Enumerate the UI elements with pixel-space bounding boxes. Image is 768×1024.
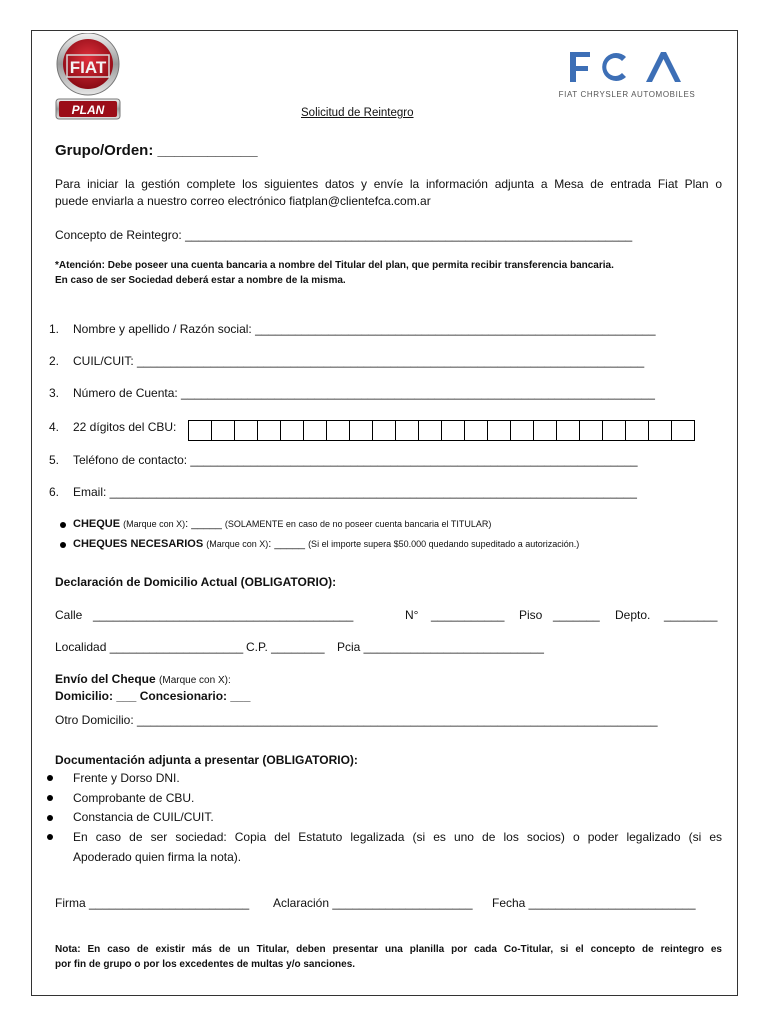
domicilio-heading: Declaración de Domicilio Actual (OBLIGATORIO): [55, 575, 337, 589]
cbu-digit-box[interactable] [418, 420, 442, 441]
aclaracion-field[interactable]: Aclaración _____________________ [273, 896, 473, 910]
bullet-icon [47, 775, 53, 781]
field-number: 5. [49, 453, 60, 467]
cbu-digit-box[interactable] [303, 420, 327, 441]
calle-label: Calle [55, 608, 83, 622]
field-number: 3. [49, 386, 60, 400]
plan-logo-text: PLAN [71, 103, 105, 117]
cuil-field[interactable]: CUIL/CUIT: ____________________________________________________________________________ [73, 354, 645, 368]
cbu-digit-box[interactable] [510, 420, 534, 441]
numero-label: N° [405, 608, 419, 622]
nota-line-1: Nota: En caso de existir más de un Titular, deben presentar una planilla por cada Co-Titular, si el concepto de reintegro es [55, 944, 722, 955]
cheque-option[interactable] [73, 518, 491, 530]
cheque-blank: : _____ [185, 518, 222, 530]
cbu-digit-box[interactable] [372, 420, 396, 441]
cheques-necesarios-note: (Si el importe supera $50.000 quedando supeditado a autorización.) [308, 539, 580, 549]
fca-logo-subtitle: FIAT CHRYSLER AUTOMOBILES [558, 90, 696, 99]
cbu-digit-box[interactable] [464, 420, 488, 441]
cheques-necesarios-label: CHEQUES NECESARIOS [73, 538, 204, 550]
intro-line-2: puede enviarla a nuestro correo electrónico fiatplan@clientefca.com.ar [55, 194, 431, 208]
atencion-line-2: En caso de ser Sociedad deberá estar a nombre de la misma. [55, 275, 346, 286]
envio-heading [55, 672, 231, 686]
firma-field[interactable]: Firma ________________________ [55, 896, 250, 910]
cbu-digit-box[interactable] [625, 420, 649, 441]
fiat-logo-text: FIAT [69, 58, 107, 77]
localidad-field[interactable]: Localidad ____________________ [55, 640, 244, 654]
cheques-necesarios-blank: : _____ [268, 538, 305, 550]
nombre-field[interactable]: Nombre y apellido / Razón social: ____________________________________________________________ [73, 322, 656, 336]
envio-heading-label: Envío del Cheque [55, 672, 156, 686]
fecha-field[interactable]: Fecha _________________________ [492, 896, 696, 910]
concepto-field[interactable]: Concepto de Reintegro: ___________________________________________________________________ [55, 228, 633, 242]
cbu-digit-box[interactable] [671, 420, 695, 441]
field-number: 2. [49, 354, 60, 368]
marque-text: (Marque con X) [123, 519, 186, 529]
cbu-digit-box[interactable] [349, 420, 373, 441]
cp-field[interactable]: C.P. ________ [246, 640, 325, 654]
cbu-digit-box[interactable] [602, 420, 626, 441]
cbu-digit-box[interactable] [395, 420, 419, 441]
fca-logo [548, 46, 706, 102]
cbu-digit-box[interactable] [234, 420, 258, 441]
doc-item: En caso de ser sociedad: Copia del Estatuto legalizada (si es uno de los socios) o poder legalizado (si es [73, 830, 722, 844]
cbu-label: 22 dígitos del CBU: [73, 420, 177, 434]
telefono-field[interactable]: Teléfono de contacto: ___________________________________________________________________ [73, 453, 638, 467]
envio-options[interactable]: Domicilio: ___ Concesionario: ___ [55, 689, 251, 703]
cbu-digit-boxes[interactable] [189, 420, 695, 441]
field-number: 6. [49, 485, 60, 499]
calle-field[interactable]: _______________________________________ [93, 608, 354, 622]
bullet-icon [47, 834, 53, 840]
numero-cuenta-field[interactable]: Número de Cuenta: _______________________________________________________________________ [73, 386, 655, 400]
cbu-digit-box[interactable] [326, 420, 350, 441]
nota-line-2: por fin de grupo o por los excedentes de multas y/o sanciones. [55, 959, 356, 970]
intro-line-1: Para iniciar la gestión complete los siguientes datos y envíe la información adjunta a Mesa de entrada Fiat Plan o [55, 177, 722, 191]
cheque-note: (SOLAMENTE en caso de no poseer cuenta bancaria el TITULAR) [224, 519, 492, 529]
depto-field[interactable]: ________ [664, 608, 718, 622]
atencion-line-1: *Atención: Debe poseer una cuenta bancaria a nombre del Titular del plan, que permita recibir transferencia bancaria. [55, 260, 614, 271]
cheques-necesarios-option[interactable] [73, 538, 579, 550]
field-number: 1. [49, 322, 60, 336]
cbu-digit-box[interactable] [441, 420, 465, 441]
envio-marque: (Marque con X): [159, 675, 231, 686]
piso-field[interactable]: _______ [553, 608, 600, 622]
doc-item: Constancia de CUIL/CUIT. [73, 810, 214, 824]
document-title: Solicitud de Reintegro [301, 107, 414, 119]
cbu-digit-box[interactable] [188, 420, 212, 441]
cheque-label: CHEQUE [73, 518, 121, 530]
cbu-digit-box[interactable] [556, 420, 580, 441]
marque-text: (Marque con X) [206, 539, 269, 549]
piso-label: Piso [519, 608, 543, 622]
field-number: 4. [49, 420, 60, 434]
doc-item: Frente y Dorso DNI. [73, 771, 180, 785]
bullet-icon [60, 542, 66, 548]
cbu-digit-box[interactable] [487, 420, 511, 441]
fiat-plan-logo [53, 33, 123, 121]
otro-domicilio-field[interactable]: Otro Domicilio: ______________________________________________________________________________ [55, 713, 658, 727]
cbu-digit-box[interactable] [211, 420, 235, 441]
pcia-field[interactable]: Pcia ___________________________ [337, 640, 544, 654]
grupo-orden-field[interactable]: Grupo/Orden: ____________ [55, 142, 258, 159]
docs-heading: Documentación adjunta a presentar (OBLIGATORIO): [55, 753, 358, 767]
bullet-icon [60, 522, 66, 528]
cbu-digit-box[interactable] [257, 420, 281, 441]
cbu-digit-box[interactable] [533, 420, 557, 441]
depto-label: Depto. [615, 608, 651, 622]
numero-field[interactable]: ___________ [431, 608, 505, 622]
doc-item: Comprobante de CBU. [73, 791, 195, 805]
cbu-digit-box[interactable] [579, 420, 603, 441]
doc-item: Apoderado quien firma la nota). [73, 850, 242, 864]
bullet-icon [47, 815, 53, 821]
email-field[interactable]: Email: _______________________________________________________________________________ [73, 485, 637, 499]
cbu-digit-box[interactable] [280, 420, 304, 441]
bullet-icon [47, 795, 53, 801]
cbu-digit-box[interactable] [648, 420, 672, 441]
